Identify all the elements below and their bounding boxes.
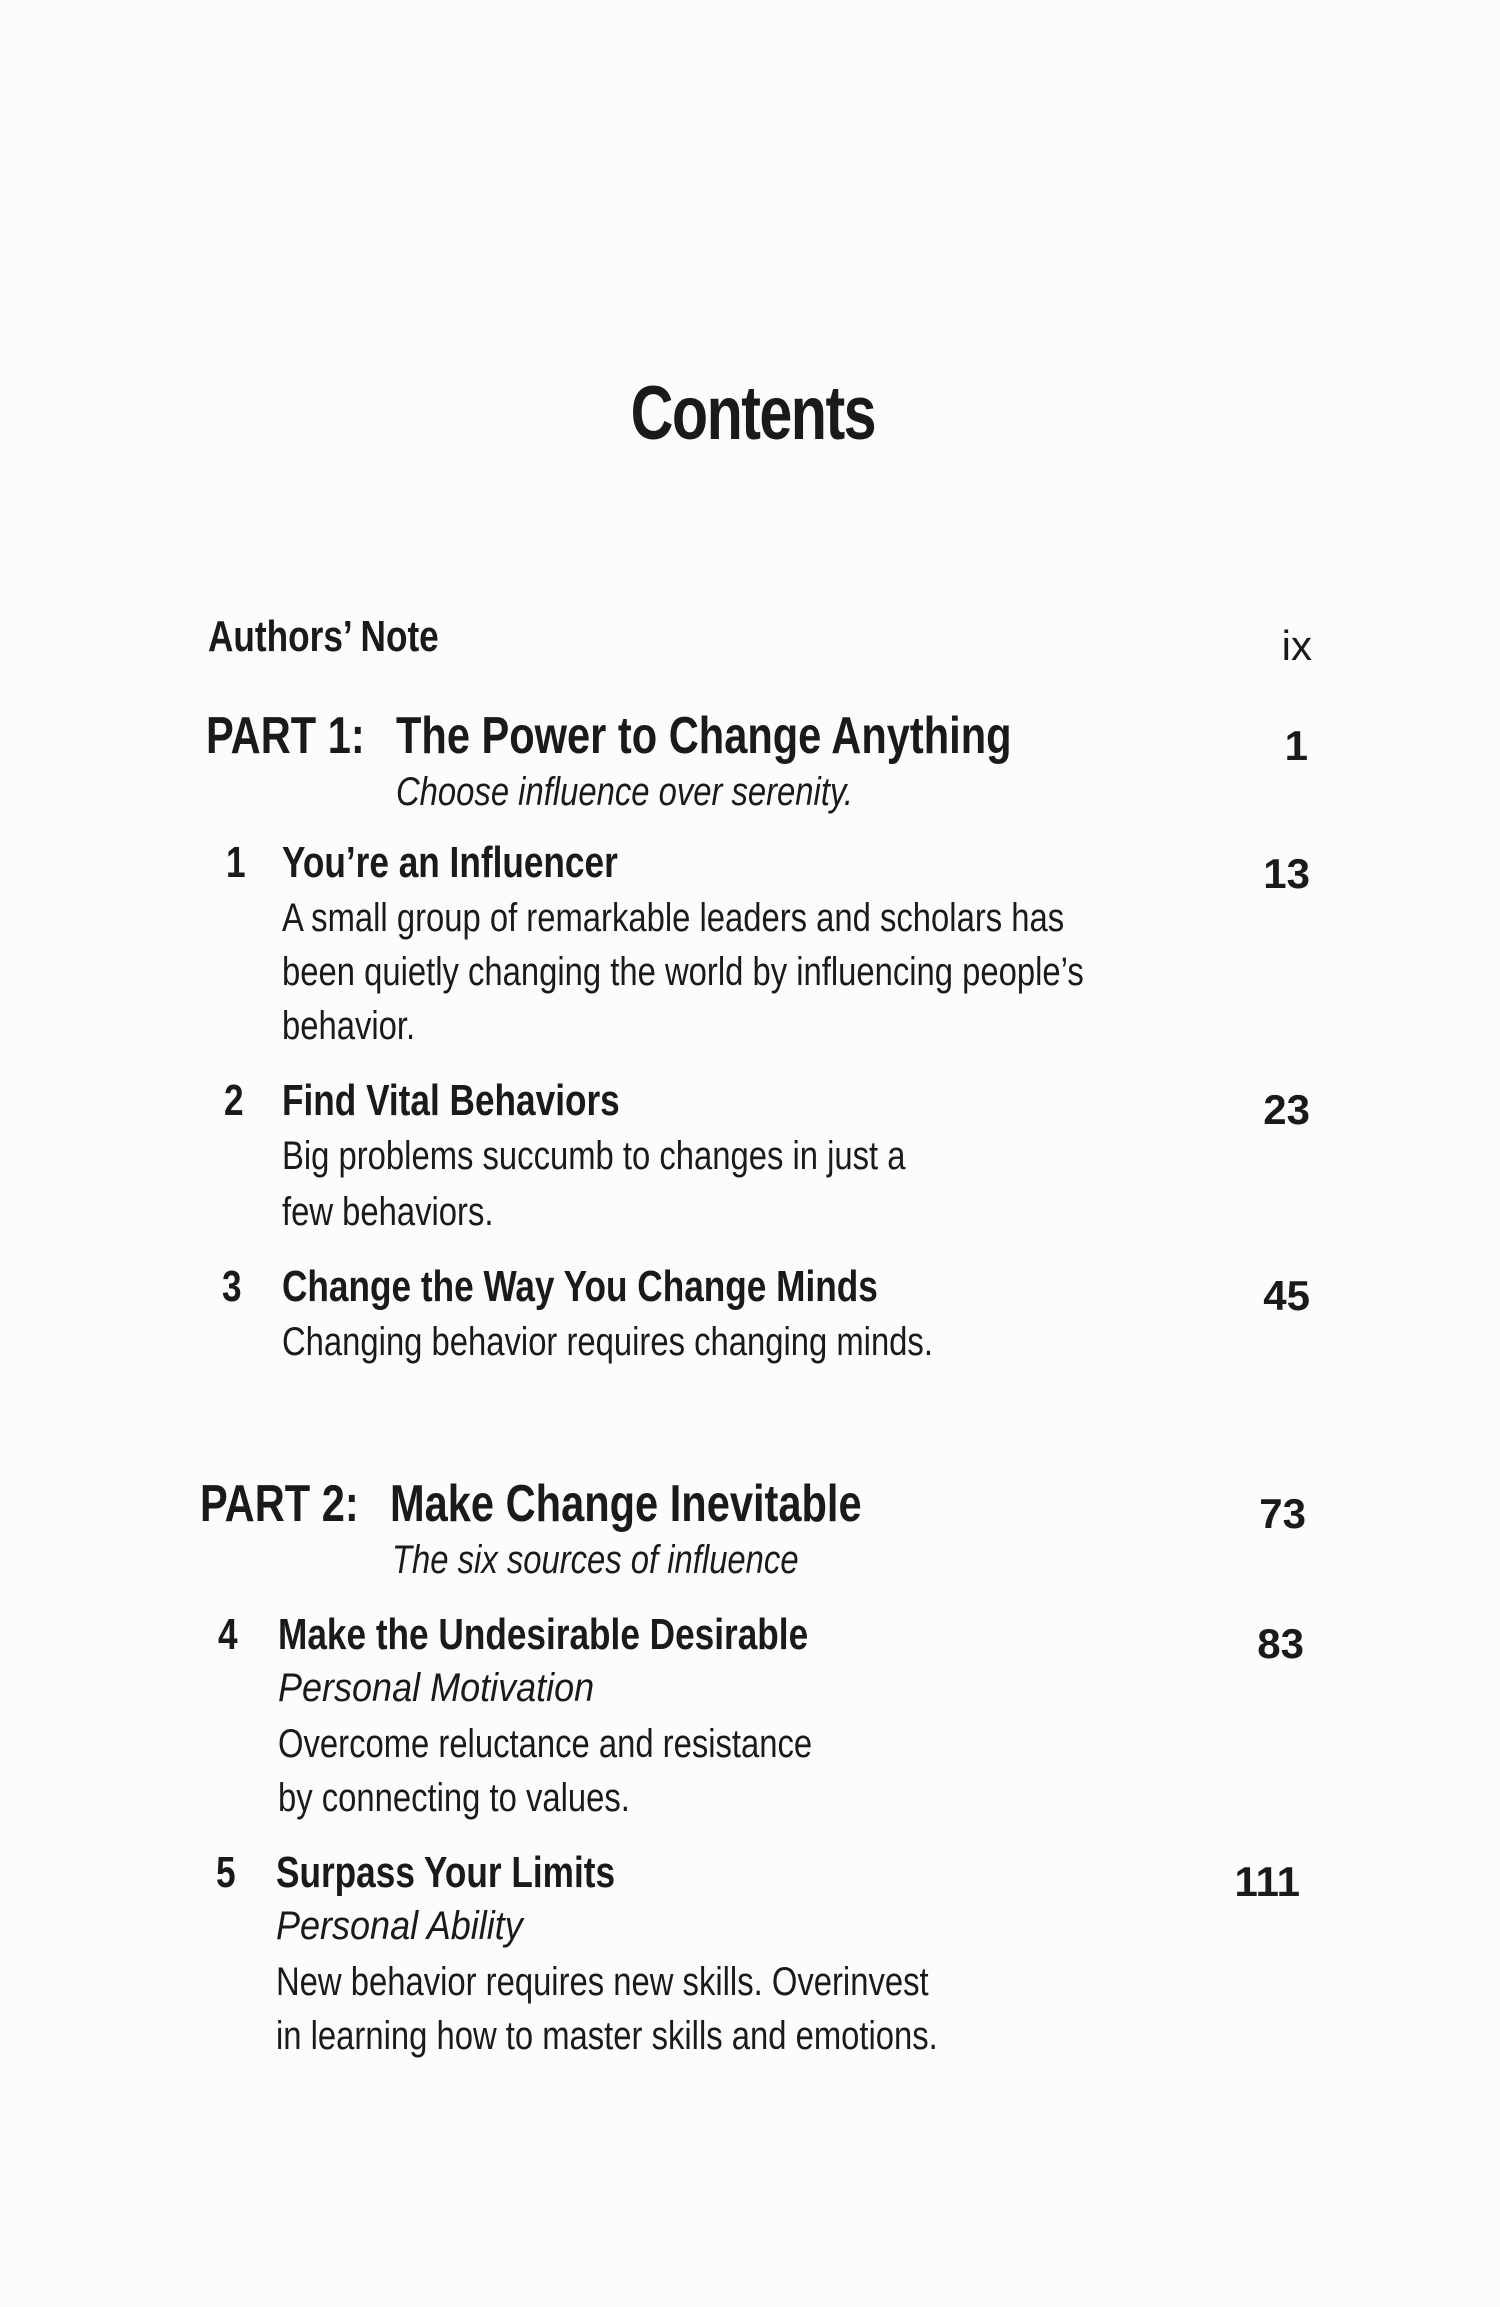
part-label: PART 2: xyxy=(200,1475,359,1533)
part-label: PART 1: xyxy=(206,707,365,765)
chapter-description-line: A small group of remarkable leaders and scholars has xyxy=(282,896,1065,940)
chapter-description-line: Overcome reluctance and resistance xyxy=(278,1722,813,1766)
toc-entry-chapter-4[interactable] xyxy=(278,1610,941,1660)
chapter-title: You’re an Influencer xyxy=(282,838,618,887)
toc-entry-authors-note[interactable] xyxy=(208,612,496,662)
chapter-number: 1 xyxy=(226,838,246,887)
chapter-description-line: New behavior requires new skills. Overinvest xyxy=(276,1960,929,2004)
chapter-number: 5 xyxy=(216,1848,236,1897)
influence-source: Personal Motivation xyxy=(278,1666,595,1710)
page-number: 111 xyxy=(1234,1858,1300,1905)
toc-entry-chapter-2[interactable] xyxy=(282,1076,704,1126)
chapter-description-line: in learning how to master skills and emotions. xyxy=(276,2014,938,2058)
chapter-description-line: few behaviors. xyxy=(282,1190,494,1234)
page-title: Contents xyxy=(630,371,876,456)
part-subtitle-1: Choose influence over serenity. xyxy=(396,770,854,814)
part-heading-1[interactable] xyxy=(206,706,404,766)
chapter-title: Change the Way You Change Minds xyxy=(282,1262,878,1311)
part-heading-2[interactable] xyxy=(200,1474,398,1534)
toc-entry-chapter-3[interactable] xyxy=(282,1262,1027,1312)
page-number: 73 xyxy=(1259,1490,1306,1537)
part-title: Make Change Inevitable xyxy=(390,1475,862,1533)
chapter-number: 2 xyxy=(224,1076,244,1125)
chapter-description-line: Big problems succumb to changes in just a xyxy=(282,1134,906,1178)
part-title-2[interactable] xyxy=(390,1474,980,1534)
toc-entry-chapter-1[interactable] xyxy=(282,838,702,888)
part-subtitle-2: The six sources of influence xyxy=(392,1538,799,1582)
chapter-description-line: been quietly changing the world by influencing people’s xyxy=(282,950,1084,994)
toc-entry-chapter-5[interactable] xyxy=(276,1848,700,1898)
page-number: 45 xyxy=(1263,1272,1310,1319)
part-title-1[interactable] xyxy=(396,706,1165,766)
chapter-title: Make the Undesirable Desirable xyxy=(278,1610,809,1659)
page-number: 23 xyxy=(1263,1086,1310,1133)
chapter-title: Find Vital Behaviors xyxy=(282,1076,620,1125)
page-number: 1 xyxy=(1284,722,1308,769)
chapter-description-line: by connecting to values. xyxy=(278,1776,630,1820)
part-title: The Power to Change Anything xyxy=(396,707,1012,765)
page-number: 13 xyxy=(1263,850,1310,897)
chapter-number: 4 xyxy=(218,1610,238,1659)
chapter-title: Surpass Your Limits xyxy=(276,1848,616,1897)
influence-source: Personal Ability xyxy=(276,1904,523,1948)
entry-title: Authors’ Note xyxy=(208,612,439,661)
page-number: ix xyxy=(1281,622,1312,669)
chapter-number: 3 xyxy=(222,1262,242,1311)
page-number: 83 xyxy=(1257,1620,1304,1667)
chapter-description-line: Changing behavior requires changing minds. xyxy=(282,1320,933,1364)
chapter-description-line: behavior. xyxy=(282,1004,416,1048)
